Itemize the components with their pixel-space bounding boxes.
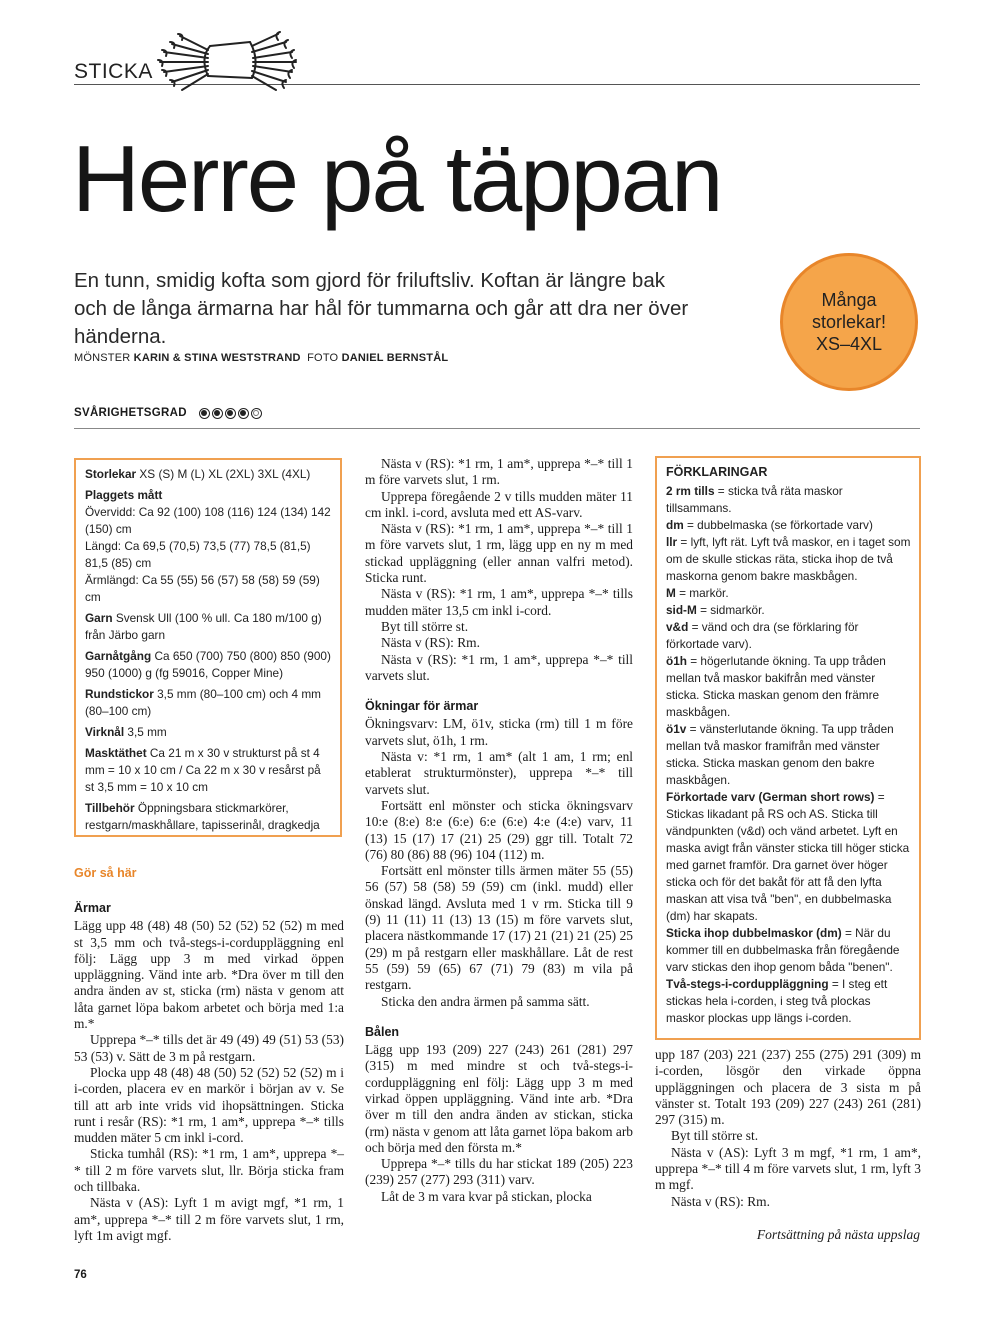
difficulty-dot-filled (225, 408, 236, 419)
spec-masktathet: Masktäthet Ca 21 m x 30 v strukturst på st 4 mm = 10 x 10 cm / Ca 22 m x 30 v resårst på st 3,5 mm = 10 x 10 cm (85, 746, 321, 794)
difficulty-dots (199, 408, 262, 419)
specs-box (74, 458, 342, 837)
glossary-definition: = markör. (675, 586, 729, 600)
paragraph: Fortsätt enl mönster och sticka ökningsvarv 10:e (8:e) 8:e (6:e) 6:e (6:e) 4:e (4:e) varv, 11 (13) 15 (17) 17 (21) 25 (29) ggr till. Totalt 72 (76) 80 (86) 88 (96) 104 (112) m. (365, 797, 633, 862)
paragraph: Låt de 3 m vara kvar på stickan, plocka (381, 1188, 592, 1204)
pattern-author: KARIN & STINA WESTSTRAND (133, 352, 301, 364)
glossary-item (666, 925, 911, 976)
column-3 (655, 1047, 921, 1210)
badge-line-1: Många (821, 290, 877, 310)
paragraph: Nästa v (RS): *1 rm, 1 am*, upprepa *–* tills mudden mäter 13,5 cm inkl i-cord. (365, 586, 633, 618)
column-1 (74, 886, 344, 1244)
column-2 (365, 456, 633, 1205)
difficulty-dot-filled (238, 408, 249, 419)
glossary-definition: = vänsterlutande ökning. Ta upp tråden mellan två maskor framifrån med vänster sticka. Sticka maskan genom den bakre maskbågen. (666, 722, 894, 787)
spec-tillbehor: Tillbehör Öppningsbara stickmarkörer, restgarn/maskhållare, tapisserinål, dragkedja (85, 801, 320, 832)
glossary-definition: = Stickas likadant på RS och AS. Sticka till vändpunkten (v&d) och vänd arbetet. Lyft en maska avigt från vänster sticka till höger sticka med garnet framför. Dra garnet över höger sticka och för det bakåt för att få den lyfta maskan att visa två "ben", en dubbelmaska (dm) har skapats. (666, 790, 910, 923)
paragraph: Byt till större st. (671, 1128, 759, 1144)
paragraph: Upprepa *–* tills det är 49 (49) 49 (51) 53 (53) 53 (53) v. Sätt de 3 m på restgarn. (74, 1032, 344, 1064)
glossary-term: Sticka ihop dubbelmaskor (dm) (666, 926, 842, 940)
spec-garnatgang: Garnåtgång Ca 650 (700) 750 (800) 850 (900) 950 (1000) g (fg 59016, Copper Mine) (85, 649, 331, 680)
glossary-term: M (666, 586, 676, 600)
section-label: STICKA (74, 60, 153, 83)
glossary-item (666, 976, 911, 1027)
paragraph: Nästa v (RS): *1 rm, 1 am*, upprepa *–* till varvets slut. (365, 651, 633, 683)
glossary-term: dm (666, 518, 684, 532)
glossary-term: 2 rm tills (666, 484, 715, 498)
glossary-definition: = När du kommer till en dubbelmaska från föregående varv stickas den ihop genom båda "benen". (666, 926, 900, 974)
photo-label: FOTO (307, 352, 339, 364)
okningar-heading: Ökningar för ärmar (365, 699, 479, 714)
intro-text: En tunn, smidig kofta som gjord för friluftsliv. Koftan är längre bak och de långa ärmarna har hål för tummarna och går att dra ner över händerna. (74, 269, 689, 348)
paragraph: Upprepa föregående 2 v tills mudden mäter 11 cm inkl. i-cord, avsluta med ett AS-varv. (365, 488, 633, 520)
glossary-item (666, 585, 911, 602)
spec-rundstickor: Rundstickor 3,5 mm (80–100 cm) och 4 mm (80–100 cm) (85, 687, 322, 718)
glossary-list (666, 483, 911, 1027)
paragraph: Nästa v (RS): *1 rm, 1 am*, upprepa *–* till 1 m före varvets slut, 1 rm, lägg upp en ny m med stickad uppläggning (eller annan valfri metod). Sticka runt. (365, 521, 633, 586)
paragraph: Nästa v (AS): Lyft 1 m avigt mgf, *1 rm, 1 am*, upprepa *–* till 2 m före varvets slut, 1 rm, lyft 1m avigt mgf. (74, 1195, 344, 1243)
paragraph: Sticka tumhål (RS): *1 rm, 1 am*, upprepa *–* till 2 m före varvets slut, llr. Börja sticka fram och tillbaka. (74, 1146, 344, 1195)
difficulty-dot-filled (199, 408, 210, 419)
paragraph: Nästa v (RS): *1 rm, 1 am*, upprepa *–* till 1 m före varvets slut, 1 rm. (365, 456, 633, 488)
paragraph: Nästa v (AS): Lyft 3 m mgf, *1 rm, 1 am*, upprepa *–* till 4 m före varvets slut, 1 rm, lyft 3 m mgf. (655, 1144, 921, 1193)
difficulty-rating (74, 407, 262, 419)
page-title: Herre på täppan (72, 126, 722, 231)
spec-matt: Plaggets mått Övervidd: Ca 92 (100) 108 (116) 124 (134) 142 (150) cm Längd: Ca 69,5 (70,5) 73,5 (77) 78,5 (81,5) 81,5 (85) cm Ärmlängd: Ca 55 (55) 56 (57) 58 (58) 59 (59) cm (85, 488, 331, 604)
glossary-definition: = sidmarkör. (696, 603, 765, 617)
paragraph: Lägg upp 48 (48) 48 (50) 52 (52) 52 (52) m med st 3,5 mm och två-stegs-i-corduppläggning enl följ: Lägg upp 3 m med virkad öppen uppläggning. Vänd inte arb. *Dra över m till den andra änden av st, sticka (rm) nästa v genom att låta garnet löpa bakom arbetet och börja med 1:a m.* (74, 918, 344, 1032)
sizes-badge (780, 253, 918, 391)
divider (74, 428, 920, 429)
glossary-item (666, 619, 911, 653)
glossary-definition: = vänd och dra (se förklaring för förkortade varv). (666, 620, 859, 651)
yarn-skein-icon (150, 28, 300, 94)
glossary-item (666, 653, 911, 721)
difficulty-dot-filled (212, 408, 223, 419)
credits (74, 352, 448, 364)
glossary-item (666, 483, 911, 517)
glossary-heading: FÖRKLARINGAR (666, 465, 768, 479)
glossary-term: Förkortade varv (German short rows) (666, 790, 875, 804)
glossary-item (666, 721, 911, 789)
glossary-definition: = dubbelmaska (se förkortade varv) (683, 518, 873, 532)
glossary-term: sid-M (666, 603, 697, 617)
difficulty-dot-empty (251, 408, 262, 419)
glossary-definition: = lyft, lyft rät. Lyft två maskor, en i taget som om de skulle stickas räta, sticka ihop de två maskorna genom bakre maskbågen. (666, 535, 911, 583)
difficulty-label: SVÅRIGHETSGRAD (74, 407, 187, 419)
glossary-item (666, 517, 911, 534)
glossary-term: llr (666, 535, 678, 549)
paragraph: upp 187 (203) 221 (237) 255 (275) 291 (309) m i-corden, lösgör den virkade öppna uppläggningen och placera de 3 sista m på vänster st. Totalt 193 (209) 227 (243) 261 (281) 297 (315) m. (655, 1047, 921, 1128)
paragraph: Plocka upp 48 (48) 48 (50) 52 (52) 52 (52) m i i-corden, placera ev en markör i början av v. Se till att arb inte vrids vid ihopsättningen. Sticka runt i resår (RS): *1 rm, 1 am*, upprepa *–* tills mudden mäter 5 cm inkl i-cord. (74, 1064, 344, 1146)
balen-heading: Bålen (365, 1024, 400, 1039)
glossary-term: ö1v (666, 722, 687, 736)
page-number: 76 (74, 1269, 87, 1281)
glossary-item (666, 789, 911, 925)
spec-virknal: Virknål 3,5 mm (85, 725, 167, 739)
photo-author: DANIEL BERNSTÅL (341, 352, 449, 364)
paragraph: Nästa v (RS): Rm. (381, 635, 480, 651)
badge-line-2: storlekar! (811, 312, 887, 332)
glossary-term: ö1h (666, 654, 687, 668)
glossary-box (655, 456, 921, 1040)
glossary-term: Två-stegs-i-corduppläggning (666, 977, 829, 991)
glossary-item (666, 602, 911, 619)
glossary-term: v&d (666, 620, 689, 634)
glossary-definition: = sticka två räta maskor tillsammans. (666, 484, 843, 515)
paragraph: Lägg upp 193 (209) 227 (243) 261 (281) 297 (315) m med mindre st och två-stegs-i-corduppläggning enl följ: Lägg upp 3 m med virkad öppen uppläggning. Vänd inte arb. *Dra över m till den andra änden av stickan, sticka (rm) nästa v genom att låta garnet löpa bakom arb och börja med den första m.* (365, 1042, 633, 1155)
paragraph: Byt till större st. (381, 618, 469, 634)
paragraph: Nästa v: *1 rm, 1 am* (alt 1 am, 1 rm; enl etablerat strukturmönster), upprepa *–* till varvets slut. (365, 749, 633, 797)
glossary-definition: = högerlutande ökning. Ta upp tråden mellan två maskor bakifrån med vänster sticka. Sticka maskan genom den främre maskbågen. (666, 654, 886, 719)
instructions-heading: Gör så här (74, 866, 137, 880)
glossary-item (666, 534, 911, 585)
continue-note: Fortsättning på nästa uppslag (756, 1227, 920, 1242)
paragraph: Nästa v (RS): Rm. (671, 1193, 770, 1209)
paragraph: Ökningsvarv: LM, ö1v, sticka (rm) till 1 m före varvets slut, ö1h, 1 rm. (365, 716, 633, 748)
paragraph: Upprepa *–* tills du har stickat 189 (205) 223 (239) 257 (277) 293 (311) varv. (365, 1156, 633, 1188)
pattern-label: MÖNSTER (74, 352, 131, 364)
armar-heading: Ärmar (74, 901, 111, 915)
paragraph: Sticka den andra ärmen på samma sätt. (381, 993, 590, 1009)
spec-garn: Garn Svensk Ull (100 % ull. Ca 180 m/100 g) från Järbo garn (85, 611, 322, 642)
badge-line-3: XS–4XL (815, 334, 883, 354)
paragraph: Fortsätt enl mönster tills ärmen mäter 55 (55) 56 (57) 58 (58) 59 (59) cm (inkl. mudd) eller önskad längd. Avsluta med 1 v rm. Sticka till 9 (9) 11 (11) 11 (13) 13 (15) m före varvets slut, placera nästkommande 17 (17) 21 (21) 21 (25) 25 (29) m på restgarn eller maskhållare. Låt de rest 55 (59) 59 (65) 67 (71) 79 (83) m vila på restgarn. (365, 863, 633, 993)
glossary-definition: = I steg ett stickas hela i-corden, i steg två plockas maskor plockas upp längs i-corden. (666, 977, 888, 1025)
spec-storlekar: Storlekar XS (S) M (L) XL (2XL) 3XL (4XL) (85, 467, 311, 481)
